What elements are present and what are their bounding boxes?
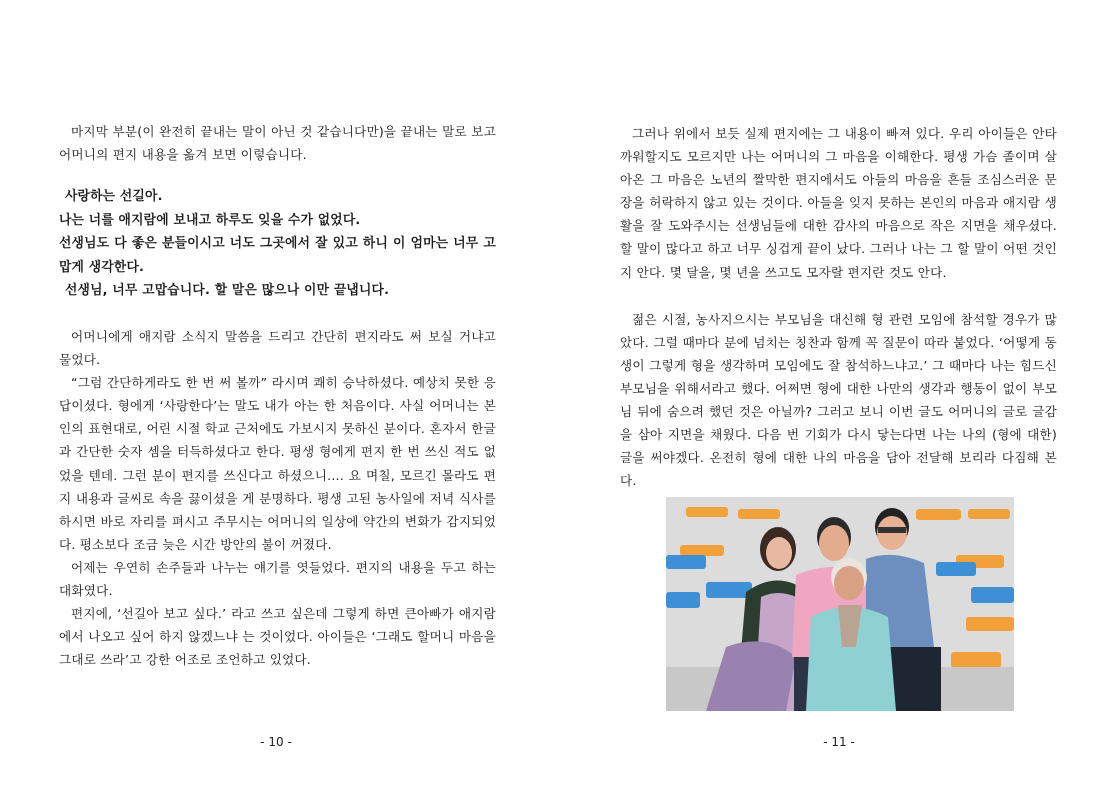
left-page: [0, 0, 558, 788]
mother-letter: [59, 185, 496, 303]
intro-paragraph-block: [59, 120, 496, 166]
page-number-right: - 11 -: [823, 735, 855, 749]
letter-line-1: 나는 너를 애지람에 보내고 하루도 잊을 수가 없었다.: [59, 212, 361, 228]
right-page: [559, 0, 1117, 788]
right-paragraph-1: 그러나 위에서 보듯 실제 편지에는 그 내용이 빠져 있다. 우리 아이들은 안타까워할지도 모르지만 나는 어머니의 그 마음을 이해한다. 평생 가슴 졸이며 살아온 그 마음은 노년의 짤막한 편지에서도 아들의 마음을 흔들 조심스러운 문장을 허락하지 않고 있는 것이다. 아들을 잊지 못하는 본인의 마음과 애지람 생활을 잘 도와주시는 선생님들에 대한 감사의 마음으로 작은 지면을 채우셨다. 할 말이 많다고 하고 너무 싱겁게 끝이 났다. 그러나 나는 그 할 말이 어떤 것인지 안다. 몇 달을, 몇 년을 쓰고도 모자랄 편지란 것도 안다.: [620, 126, 1057, 280]
right-paragraph-2: 젊은 시절, 농사지으시는 부모님을 대신해 형 관련 모임에 참석할 경우가 많았다. 그럴 때마다 분에 넘치는 칭찬과 함께 꼭 질문이 따라 붙었다. ‘어떻게 동생이 그렇게 형을 생각하며 모임에도 잘 참석하느냐고.’ 그 때마다 나는 힘드신 부모님을 위해서라고 했다. 어쩌면 형에 대한 나만의 생각과 행동이 없이 부모님 뒤에 숨으려 했던 것은 아닐까? 그러고 보니 이번 글도 어머니의 글로 글감을 삼아 지면을 채웠다. 다음 번 기회가 다시 닿는다면 나는 나의 (형에 대한) 글을 써야겠다. 온전히 형에 대한 나의 마음을 담아 전달해 보리라 다짐해 본다.: [620, 311, 1057, 489]
family-photo-illustration: [666, 497, 1014, 711]
body-paragraph-1: 어머니에게 애지람 소식지 말씀을 드리고 간단히 편지라도 써 보실 거냐고 물었다.: [59, 329, 496, 368]
left-body-block: [59, 325, 496, 671]
letter-line-greeting: 사랑하는 선길아.: [65, 189, 163, 204]
body-paragraph-2: “그럼 간단하게라도 한 번 써 볼까” 라시며 쾌히 승낙하셨다. 예상치 못한 응답이셨다. 형에게 ‘사랑한다’는 말도 내가 아는 한 처음이다. 사실 어머니는 본인의 표현대로, 어린 시절 학교 근처에도 가보시지 못하신 분이다. 혼자서 한글과 간단한 숫자 셈을 터득하셨다고 한다. 평생 형에게 편지 한 번 쓰신 적도 없었을 텐데. 그런 분이 편지를 쓰신다고 하셨으니.... 요 며칠, 모르긴 몰라도 편지 내용과 글씨로 속을 끓이셨을 게 분명하다. 평생 고된 농사일에 저녁 식사를 하시면 바로 자리를 펴시고 주무시는 어머니의 일상에 약간의 변화가 감지되었다. 평소보다 조금 늦은 시간 방안의 불이 꺼졌다.: [59, 375, 496, 552]
page-number-left: - 10 -: [260, 735, 292, 749]
family-photo: [666, 497, 1014, 711]
intro-paragraph: 마지막 부분(이 완전히 끝내는 말이 아닌 것 같습니다만)을 끝내는 말로 보고 어머니의 편지 내용을 옮겨 보면 이렇습니다.: [59, 124, 496, 163]
right-body-block: [620, 122, 1057, 492]
body-paragraph-3: 어제는 우연히 손주들과 나누는 얘기를 엿들었다. 편지의 내용을 두고 하는 대화였다.: [59, 559, 496, 599]
paragraph-gap: [620, 284, 1057, 308]
letter-line-2: 선생님도 다 좋은 분들이시고 너도 그곳에서 잘 있고 하니 이 엄마는 너무 고맙게 생각한다.: [59, 236, 496, 275]
letter-line-closing: 선생님, 너무 고맙습니다. 할 말은 많으나 이만 끝냅니다.: [65, 283, 390, 298]
body-paragraph-4: 편지에, ‘선길아 보고 싶다.’ 라고 쓰고 싶은데 그렇게 하면 큰아빠가 애지람에서 나오고 싶어 하지 않겠느냐 는 것이었다. 아이들은 ‘그래도 할머니 마음을 그대로 쓰라’고 강한 어조로 조언하고 있었다.: [59, 606, 496, 668]
